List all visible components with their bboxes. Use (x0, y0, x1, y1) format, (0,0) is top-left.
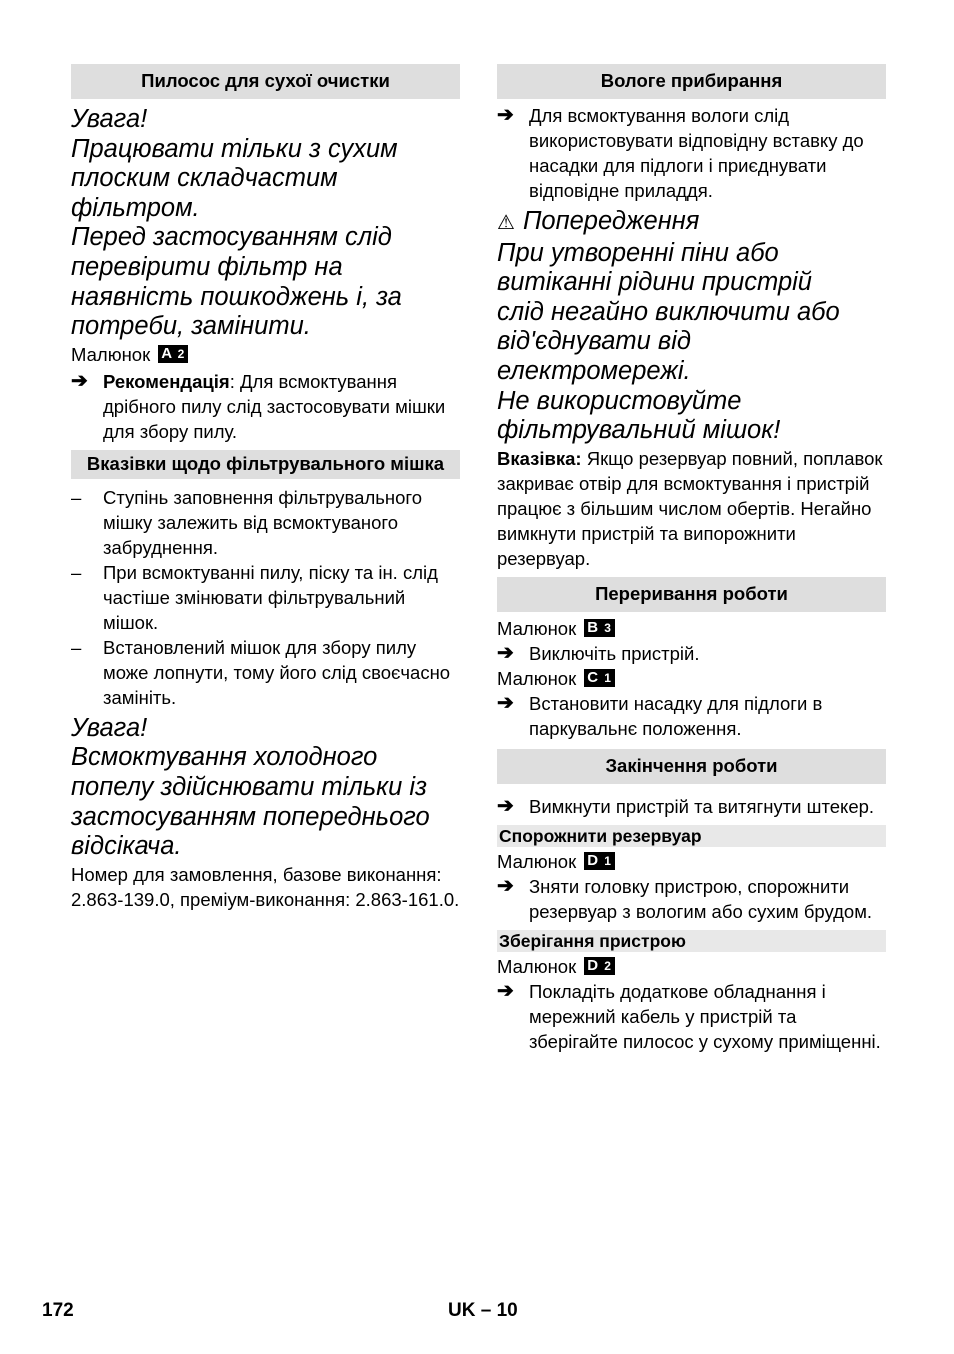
step-unplug: ➔ Вимкнути пристрій та витягнути штекер. (497, 794, 875, 817)
figure-label: Малюнок (71, 343, 151, 365)
figure-label: Малюнок (497, 850, 577, 872)
list-item: – Встановлений мішок для збору пилу може лопнути, тому його слід своєчасно замініть. (71, 636, 451, 708)
caution-line: застосуванням попереднього (71, 802, 430, 831)
recommendation-label: Рекомендація (103, 370, 230, 392)
right-arrow-icon: ➔ (497, 874, 514, 897)
caution-line: попелу здійснювати тільки із (71, 772, 427, 801)
note-label: Вказівка: (497, 447, 582, 469)
figure-ref-d2 (497, 954, 886, 979)
caution-title: Увага! (71, 105, 148, 133)
left-column (71, 64, 460, 912)
dash-bullet-icon: – (71, 636, 82, 658)
caution-block-ash (71, 714, 460, 862)
step-store: ➔ Покладіть додаткове обладнання і мережний кабель у пристрій та зберігайте пилосос у сухому приміщенні. (497, 979, 881, 1052)
figure-label: Малюнок (497, 955, 577, 977)
caution-title: Увага! (71, 713, 148, 742)
right-arrow-icon: ➔ (497, 641, 514, 664)
warning-line: витіканні рідини пристрій (497, 268, 812, 297)
warning-line: слід негайно виключити або (497, 297, 840, 326)
caution-line: плоским складчастим (71, 164, 338, 193)
recommendation-text: : Для всмоктування дрібного пилу слід застосовувати мішки для збору пилу. (103, 370, 446, 442)
right-arrow-icon: ➔ (497, 794, 514, 817)
caution-line: наявність пошкоджень і, за (71, 282, 402, 311)
figure-badge: D 2 (584, 957, 615, 975)
right-arrow-icon: ➔ (71, 369, 88, 392)
warning-line: від'єднувати від (497, 327, 691, 356)
filter-bag-list (71, 485, 460, 710)
dash-bullet-icon: – (71, 486, 82, 508)
figure-badge: C 1 (584, 669, 615, 687)
warning-line: Не використовуйте (497, 386, 742, 415)
step-switch-off: ➔ Виключіть пристрій. (497, 641, 700, 664)
warning-line: фільтрувальний мішок! (497, 416, 781, 445)
figure-label: Малюнок (497, 617, 577, 639)
caution-line: Перед застосуванням слід (71, 223, 392, 252)
subheading-storage: Зберігання пристрою (497, 930, 886, 952)
right-arrow-icon: ➔ (497, 691, 514, 714)
section-heading-filter-bag: Вказівки щодо фільтрувального мішка (71, 450, 460, 479)
right-column (497, 64, 886, 1054)
caution-line: Всмоктування холодного (71, 743, 378, 772)
dash-bullet-icon: – (71, 561, 82, 583)
caution-line: перевірити фільтр на (71, 252, 343, 281)
wet-cleaning-item: ➔ Для всмоктування вологи слід використовувати відповідну вставку до насадки для підлоги і приєднувати відповідне приладдя. (497, 104, 864, 201)
list-item: – Ступінь заповнення фільтрувального мішку залежить від всмоктуваного забруднення. (71, 486, 423, 558)
figure-ref-c1 (497, 666, 886, 691)
warning-title: Попередження (522, 207, 700, 235)
caution-line: фільтром. (71, 193, 200, 222)
warning-block (497, 207, 886, 446)
note-paragraph (497, 446, 886, 571)
order-number-text: Номер для замовлення, базове виконання: 2.863-139.0, преміум-виконання: 2.863-161.0. (71, 863, 460, 910)
figure-badge: A 2 (158, 345, 188, 363)
page-number: 172 (42, 1300, 74, 1321)
right-arrow-icon: ➔ (497, 979, 514, 1002)
step-empty-tank: ➔ Зняти головку пристрою, спорожнити резервуар з вологим або сухим брудом. (497, 874, 873, 922)
figure-ref-b3 (497, 616, 886, 641)
note-text: Якщо резервуар повний, поплавок закриває отвір для всмоктування і пристрій працює з більшим числом обертів. Негайно вимкнути пристрій та випорожнити резервуар. (497, 447, 883, 569)
warning-line: електромережі. (497, 356, 691, 385)
list-item: – При всмоктуванні пилу, піску та ін. слід частіше змінювати фільтрувальний мішок. (71, 561, 438, 633)
figure-ref-d1 (497, 849, 886, 874)
right-arrow-icon: ➔ (497, 104, 514, 126)
section-heading-dry-cleaning: Пилосос для сухої очистки (71, 64, 460, 99)
caution-block-filter (71, 105, 460, 342)
section-page-label: UK – 10 (448, 1300, 518, 1321)
caution-line: Працювати тільки з сухим (71, 134, 398, 163)
recommendation-item (71, 369, 460, 444)
caution-line: відсікача. (71, 832, 182, 861)
step-park-nozzle: ➔ Встановити насадку для підлоги в паркувальнє положення. (497, 691, 823, 739)
caution-line: потреби, замінити. (71, 312, 311, 341)
warning-line: При утворенні піни або (497, 238, 779, 267)
subheading-empty-tank: Спорожнити резервуар (497, 825, 886, 847)
section-heading-wet-cleaning: Вологе прибирання (497, 64, 886, 99)
section-heading-interrupt: Переривання роботи (497, 577, 886, 612)
section-heading-finish: Закінчення роботи (497, 749, 886, 784)
warning-triangle-icon: ⚠ (497, 212, 515, 234)
figure-badge: D 1 (584, 852, 615, 870)
figure-badge: B 3 (584, 619, 615, 637)
figure-ref-a2 (71, 342, 460, 367)
figure-label: Малюнок (497, 667, 577, 689)
